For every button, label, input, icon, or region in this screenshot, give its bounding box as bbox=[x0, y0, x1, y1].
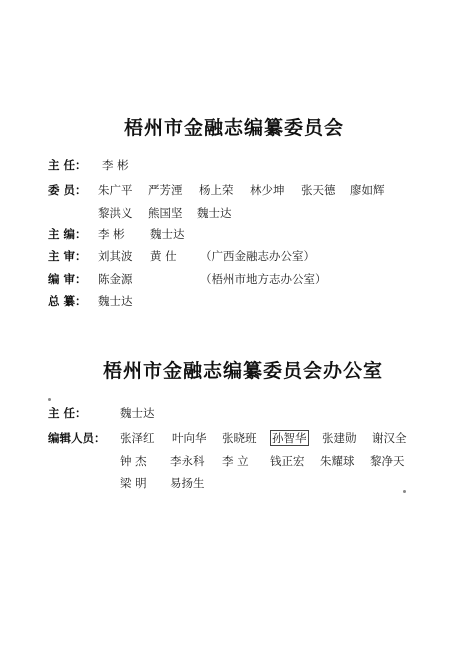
chief-reviewer-name: 刘其波 bbox=[98, 249, 133, 263]
committee-row-chief-editor bbox=[0, 225, 450, 243]
committee-title: 梧州市金融志编纂委员会 bbox=[124, 117, 345, 139]
member-name: 林少坤 bbox=[250, 183, 285, 197]
editor-name: 朱耀球 bbox=[320, 454, 355, 468]
office-row-editors bbox=[0, 429, 450, 447]
committee-row-compiler bbox=[0, 292, 450, 310]
committee-row-members bbox=[0, 181, 450, 199]
member-name: 黎洪义 bbox=[98, 206, 133, 220]
chief-editor-name: 魏士达 bbox=[150, 227, 185, 241]
editor-name: 张泽红 bbox=[120, 431, 155, 445]
reviewer-label: 编 审： bbox=[48, 272, 87, 286]
office-row-editors-cont2 bbox=[0, 474, 450, 492]
editor-name-boxed: 孙智华 bbox=[272, 431, 307, 445]
chief-editor-label: 主 编： bbox=[48, 227, 87, 241]
director-name: 李 彬 bbox=[102, 158, 129, 172]
member-name: 严芳湮 bbox=[148, 183, 183, 197]
editor-name: 李永科 bbox=[170, 454, 205, 468]
editor-name: 李 立 bbox=[222, 454, 249, 468]
editor-name: 梁 明 bbox=[120, 476, 147, 490]
committee-row-director bbox=[0, 156, 450, 174]
compiler-name: 魏士达 bbox=[98, 294, 133, 308]
members-label: 委 员： bbox=[48, 183, 87, 197]
chief-reviewer-label: 主 审： bbox=[48, 249, 87, 263]
member-name: 魏士达 bbox=[197, 206, 232, 220]
editor-name: 易扬生 bbox=[170, 476, 205, 490]
committee-row-chief-reviewer bbox=[0, 247, 450, 265]
committee-row-reviewer bbox=[0, 270, 450, 288]
editor-name: 黎净天 bbox=[370, 454, 405, 468]
editors-label: 编辑人员： bbox=[48, 431, 106, 445]
reviewer-affiliation: （梧州市地方志办公室） bbox=[200, 272, 327, 286]
member-name: 廖如辉 bbox=[350, 183, 385, 197]
member-name: 朱广平 bbox=[98, 183, 133, 197]
committee-row-members-cont bbox=[0, 204, 450, 222]
office-director-label: 主 任： bbox=[48, 406, 87, 420]
member-name: 张天德 bbox=[301, 183, 336, 197]
chief-reviewer-affiliation: （广西金融志办公室） bbox=[200, 249, 315, 263]
scan-speck bbox=[403, 490, 406, 493]
editor-name: 钟 杰 bbox=[120, 454, 147, 468]
scan-speck bbox=[48, 398, 51, 401]
editor-name: 张晓班 bbox=[222, 431, 257, 445]
office-title: 梧州市金融志编纂委员会办公室 bbox=[103, 360, 384, 382]
office-row-editors-cont bbox=[0, 452, 450, 470]
chief-editor-name: 李 彬 bbox=[98, 227, 125, 241]
office-row-director bbox=[0, 404, 450, 422]
office-director-name: 魏士达 bbox=[120, 406, 155, 420]
compiler-label: 总 纂： bbox=[48, 294, 87, 308]
director-label: 主 任： bbox=[48, 158, 87, 172]
editor-name: 叶向华 bbox=[172, 431, 207, 445]
member-name: 杨上荣 bbox=[199, 183, 234, 197]
editor-name: 张建勋 bbox=[322, 431, 357, 445]
reviewer-name: 陈金源 bbox=[98, 272, 133, 286]
editor-name: 钱正宏 bbox=[270, 454, 305, 468]
member-name: 熊国坚 bbox=[148, 206, 183, 220]
chief-reviewer-name: 黄 仕 bbox=[150, 249, 177, 263]
editor-name: 谢汉全 bbox=[372, 431, 407, 445]
